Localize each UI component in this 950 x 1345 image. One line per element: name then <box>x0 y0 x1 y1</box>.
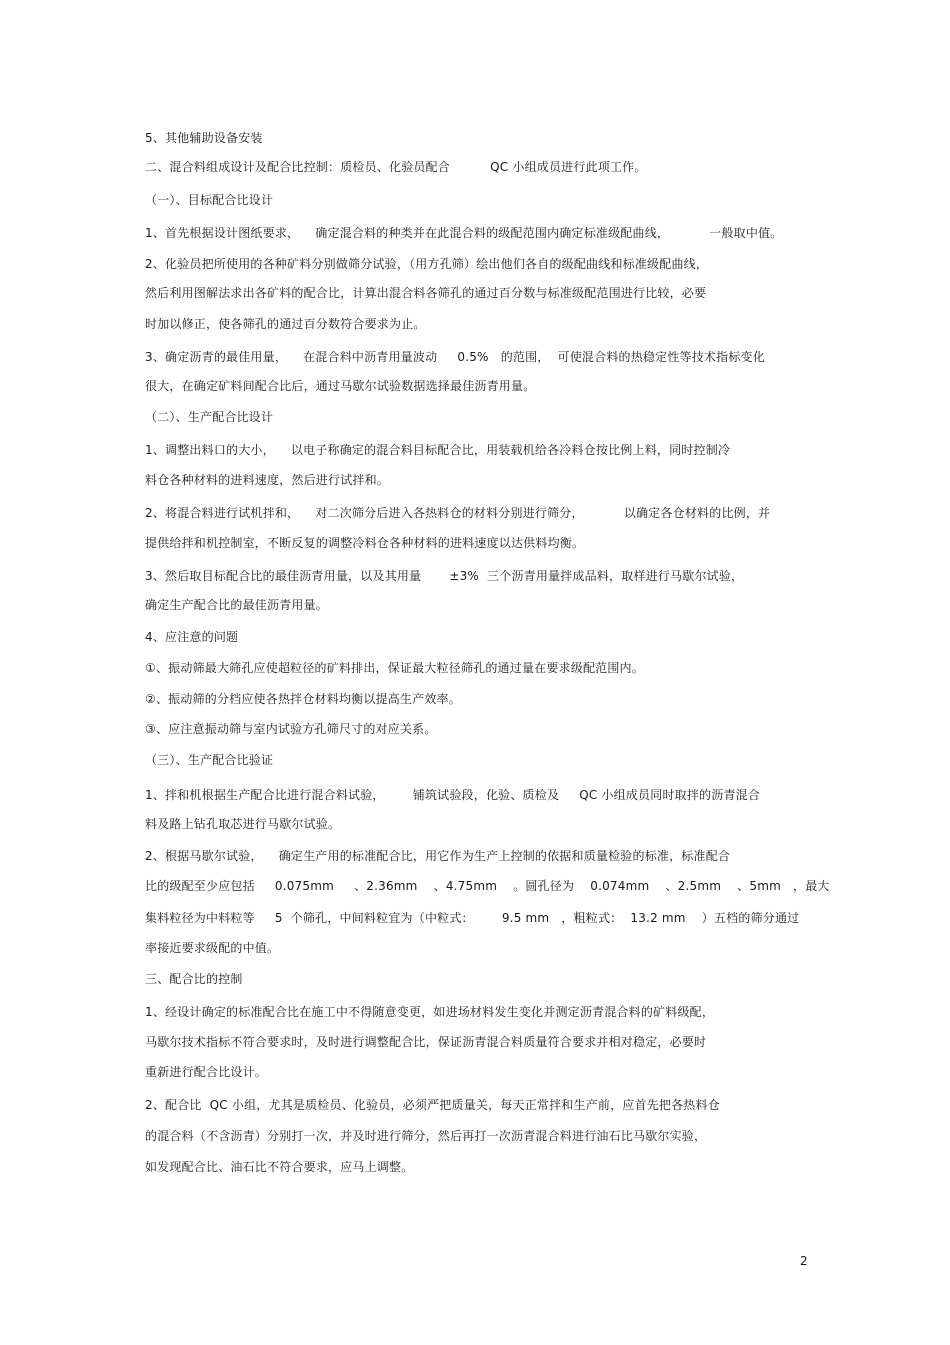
section-heading: （三）、生产配合比验证 <box>145 753 274 767</box>
text-line: 1、调整出料口的大小， 以电子称确定的混合料目标配合比，用装载机给各冷料仓按比例上料，同时控制冷 <box>145 443 731 457</box>
text-line: 很大，在确定矿料间配合比后，通过马歇尔试验数据选择最佳沥青用量。 <box>145 379 536 393</box>
text-line: 3、确定沥青的最佳用量， 在混合料中沥青用量波动 0.5% 的范围， 可使混合料的热稳定性等技术指标变化 <box>145 350 765 364</box>
section-heading: （一）、目标配合比设计 <box>145 193 274 207</box>
text-line: 比的级配至少应包括 0.075mm 、2.36mm 、4.75mm 。圆孔径为 0.074mm 、2.5mm 、5mm ，最大 <box>145 879 830 893</box>
section-heading: （二）、生产配合比设计 <box>145 410 274 424</box>
text-line: 料及路上钻孔取芯进行马歇尔试验。 <box>145 817 341 831</box>
text-line: ②、振动筛的分档应使各热拌仓材料均衡以提高生产效率。 <box>145 692 461 706</box>
text-line: 5、其他辅助设备安装 <box>145 131 263 145</box>
section-heading: 三、配合比的控制 <box>145 972 243 986</box>
text-line: 率接近要求级配的中值。 <box>145 941 280 955</box>
text-line: 确定生产配合比的最佳沥青用量。 <box>145 598 329 612</box>
text-line: 马歇尔技术指标不符合要求时，及时进行调整配合比，保证沥青混合料质量符合要求并相对稳定，必要时 <box>145 1035 707 1049</box>
text-line: 1、经设计确定的标准配合比在施工中不得随意变更，如进场材料发生变化并测定沥青混合料的矿料级配， <box>145 1005 715 1019</box>
text-line: 1、首先根据设计图纸要求， 确定混合料的种类并在此混合料的级配范围内确定标准级配曲线， 一般取中值。 <box>145 226 783 240</box>
text-line: 如发现配合比、油石比不符合要求，应马上调整。 <box>145 1160 414 1174</box>
text-line: 然后利用图解法求出各矿料的配合比，计算出混合料各筛孔的通过百分数与标准级配范围进行比较，必要 <box>145 286 707 300</box>
text-line: 3、然后取目标配合比的最佳沥青用量，以及其用量 ±3% 三个沥青用量拌成品料，取样进行马歇尔试验， <box>145 569 744 583</box>
text-line: 2、化验员把所使用的各种矿料分别做筛分试验，（用方孔筛）绘出他们各自的级配曲线和标准级配曲线， <box>145 257 709 271</box>
text-line: 时加以修正，使各筛孔的通过百分数符合要求为止。 <box>145 317 426 331</box>
text-line: 2、配合比 QC 小组，尤其是质检员、化验员，必须严把质量关，每天正常拌和生产前，应首先把各热料仓 <box>145 1098 720 1112</box>
text-line: ③、应注意振动筛与室内试验方孔筛尺寸的对应关系。 <box>145 722 437 736</box>
text-line: 重新进行配合比设计。 <box>145 1065 268 1079</box>
text-line: 二、混合料组成设计及配合比控制：质检员、化验员配合 QC 小组成员进行此项工作。 <box>145 160 647 174</box>
text-line: 的混合料（不含沥青）分别打一次，并及时进行筛分，然后再打一次沥青混合料进行油石比马歇尔实验， <box>145 1129 707 1143</box>
text-line: 料仓各种材料的进料速度，然后进行试拌和。 <box>145 473 390 487</box>
text-line: 2、根据马歇尔试验， 确定生产用的标准配合比，用它作为生产上控制的依据和质量检验的标准，标准配合 <box>145 849 731 863</box>
text-line: 提供给拌和机控制室，不断反复的调整冷料仓各种材料的进料速度以达供料均衡。 <box>145 536 585 550</box>
text-line: 2、将混合料进行试机拌和， 对二次筛分后进入各热料仓的材料分别进行筛分， 以确定各仓材料的比例，并 <box>145 506 771 520</box>
text-line: ①、振动筛最大筛孔应使超粒径的矿料排出，保证最大粒径筛孔的通过量在要求级配范围内。 <box>145 661 644 675</box>
text-line: 集料粒径为中料粒等 5 个筛孔，中间料粒宜为（中粒式： 9.5 mm ，粗粒式： 13.2 mm ）五档的筛分通过 <box>145 911 800 925</box>
text-line: 4、应注意的问题 <box>145 630 239 644</box>
page-number: 2 <box>800 1254 808 1268</box>
text-line: 1、拌和机根据生产配合比进行混合料试验， 铺筑试验段，化验、质检及 QC 小组成员同时取拌的沥青混合 <box>145 788 761 802</box>
